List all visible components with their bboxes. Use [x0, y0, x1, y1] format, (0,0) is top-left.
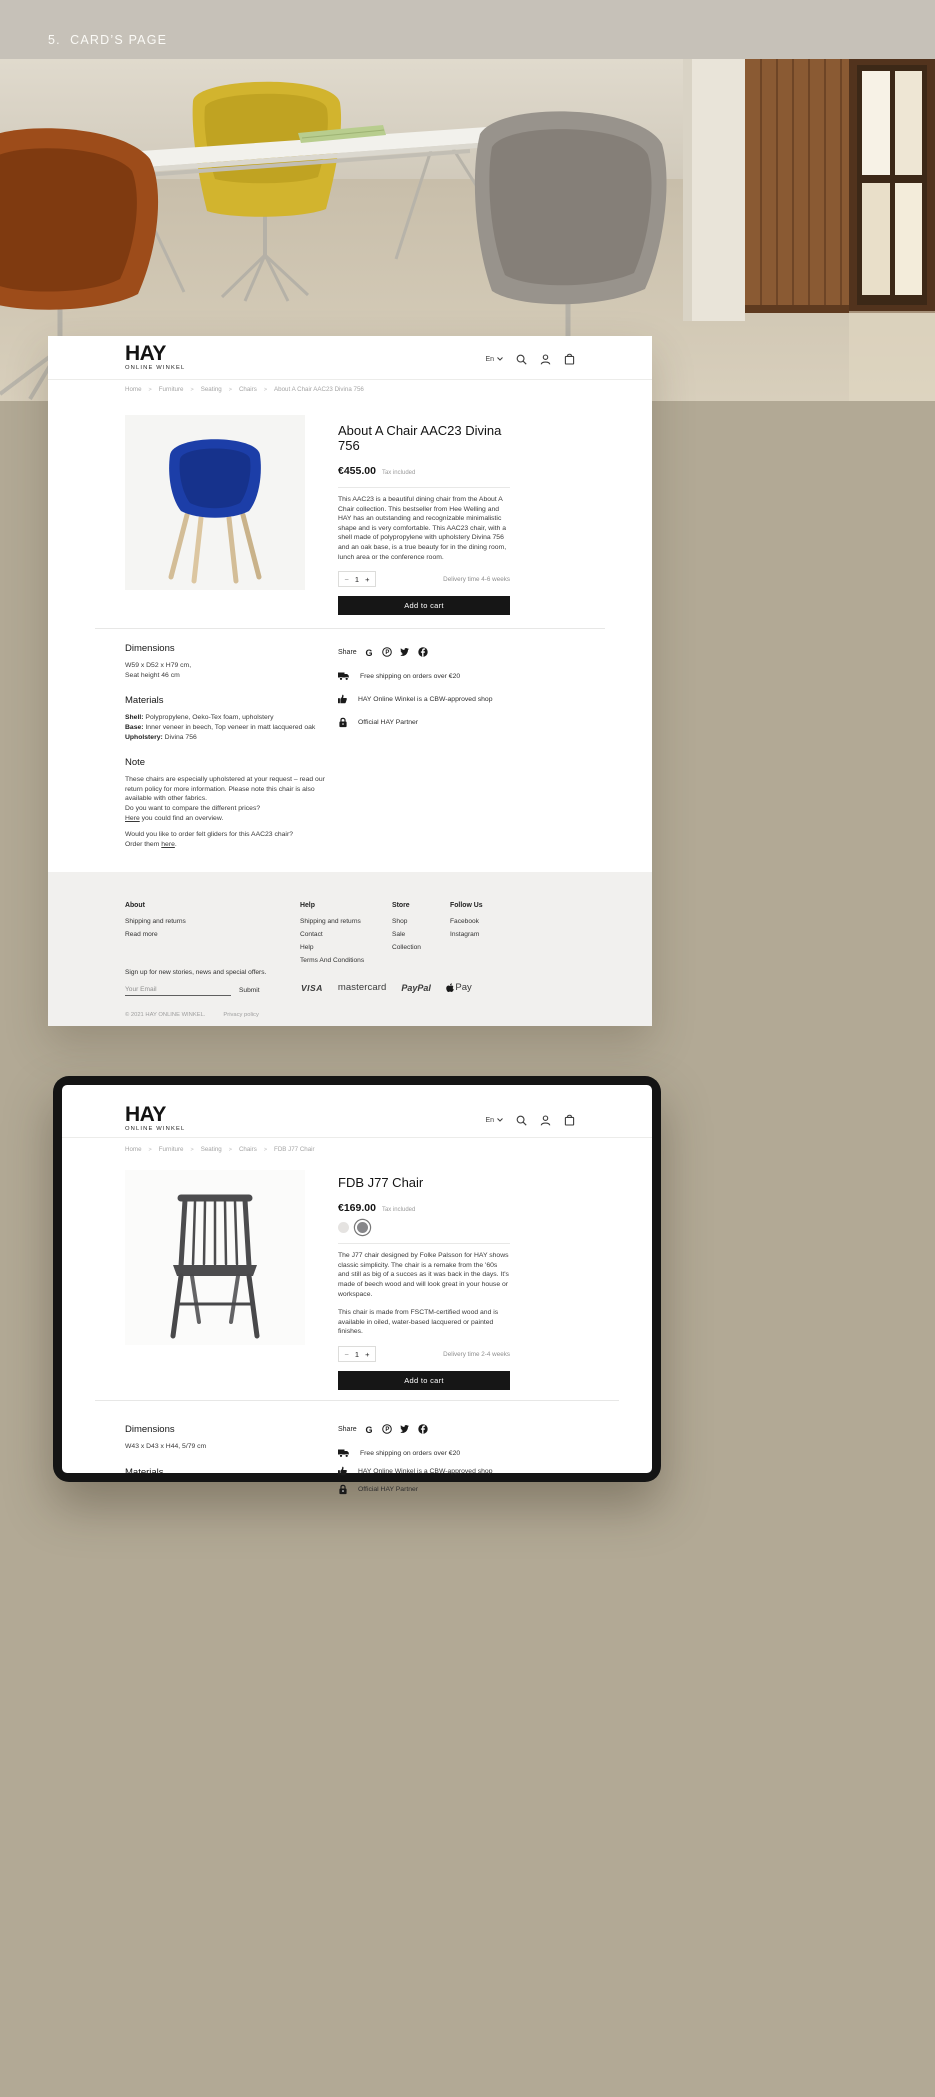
footer-link[interactable]: Collection	[392, 944, 421, 951]
details-right-column	[338, 1424, 568, 1503]
pinterest-share-icon[interactable]	[382, 647, 392, 657]
site-footer	[48, 872, 652, 1026]
truck-icon	[338, 1448, 350, 1458]
breadcrumb-separator-icon: >	[263, 386, 268, 393]
quantity-decrease-button[interactable]: −	[344, 1349, 349, 1359]
perk-free-shipping: Free shipping on orders over €20	[338, 671, 568, 681]
breadcrumb-item-seating[interactable]: Seating	[200, 1146, 222, 1153]
note-paragraph-1: These chairs are especially upholstered at your request – read our return policy for more information. Please note this chair is also available with other fabrics. Do you want to compare the different prices? Here you could find an overview.	[125, 776, 325, 822]
facebook-share-icon[interactable]	[418, 1424, 428, 1434]
copyright: © 2021 HAY ONLINE WINKEL.	[125, 1012, 206, 1018]
breadcrumb-separator-icon: >	[263, 1146, 268, 1153]
newsletter-text: Sign up for new stories, news and special offers.	[125, 969, 267, 976]
footer-column-about: About Shipping and returns Read more	[125, 902, 186, 938]
email-input[interactable]	[125, 984, 231, 996]
footer-link[interactable]: Shop	[392, 918, 408, 925]
footer-link[interactable]: Instagram	[450, 931, 480, 938]
product-price: €169.00	[338, 1201, 376, 1214]
language-selector[interactable]	[485, 1117, 503, 1124]
google-share-icon[interactable]	[365, 1425, 374, 1434]
logo-subtitle: ONLINE WINKEL	[125, 1125, 186, 1132]
product-card-aac23	[48, 336, 652, 1026]
quantity-value: 1	[354, 1349, 360, 1359]
breadcrumb-separator-icon: >	[190, 1146, 194, 1153]
quantity-increase-button[interactable]: +	[365, 574, 370, 584]
delivery-time: Delivery time 4-6 weeks	[443, 575, 510, 583]
product-card-j77	[62, 1085, 652, 1493]
twitter-share-icon[interactable]	[400, 1425, 410, 1434]
submit-button[interactable]: Submit	[239, 987, 260, 994]
perk-cbw-approved: HAY Online Winkel is a CBW-approved shop	[338, 1466, 568, 1476]
section-divider	[95, 1400, 619, 1401]
footer-link[interactable]: Read more	[125, 931, 158, 938]
breadcrumb-item-home[interactable]: Home	[125, 386, 142, 393]
product-image-j77	[125, 1170, 305, 1345]
logo-subtitle: ONLINE WINKEL	[125, 364, 186, 371]
breadcrumb-current: About A Chair AAC23 Divina 756	[274, 386, 364, 393]
perk-cbw-approved: HAY Online Winkel is a CBW-approved shop	[338, 694, 568, 704]
color-swatch-dark-selected[interactable]	[357, 1222, 368, 1233]
device-frame	[53, 1076, 661, 1493]
facebook-share-icon[interactable]	[418, 647, 428, 657]
buy-section	[338, 1176, 510, 1390]
dimensions-title: Dimensions	[125, 643, 175, 654]
legal-row	[125, 1012, 259, 1018]
blue-chair-illustration	[125, 415, 305, 590]
logo-text: HAY	[125, 1103, 166, 1126]
logo-text: HAY	[125, 342, 166, 365]
breadcrumb-separator-icon: >	[228, 1146, 232, 1153]
footer-column-help: Help Shipping and returns Contact Help Terms And Conditions	[300, 902, 365, 964]
chevron-down-icon	[497, 1118, 503, 1122]
footer-link[interactable]: Shipping and returns	[300, 918, 361, 925]
footer-column-store: Store Shop Sale Collection	[392, 902, 421, 951]
logo[interactable]	[125, 342, 186, 371]
divider	[338, 487, 510, 488]
breadcrumb-separator-icon: >	[148, 1146, 152, 1153]
visa-logo: VISA	[301, 982, 323, 993]
language-label: En	[485, 355, 494, 363]
quantity-increase-button[interactable]: +	[365, 1349, 370, 1359]
search-icon[interactable]	[516, 1115, 527, 1126]
share-label: Share	[338, 1425, 357, 1433]
product-title: FDB J77 Chair	[338, 1175, 424, 1190]
tax-note: Tax included	[381, 1206, 416, 1213]
top-strip	[0, 0, 935, 59]
pinterest-share-icon[interactable]	[382, 1424, 392, 1434]
payment-methods	[301, 982, 472, 993]
product-description-2: This chair is made from FSCTM-certified wood and is available in oiled, water-based lacquered or painted finishes.	[338, 1309, 499, 1336]
section-label: 5. CARD’S PAGE	[48, 33, 168, 47]
site-header	[48, 336, 652, 380]
details-right-column	[338, 647, 568, 741]
search-icon[interactable]	[516, 354, 527, 365]
svg-text:G: G	[365, 647, 373, 658]
note-paragraph-2: Would you like to order felt gliders for this AAC23 chair? Order them here.	[125, 831, 293, 849]
bag-icon[interactable]	[564, 1114, 575, 1126]
materials-title: Materials	[125, 695, 164, 707]
breadcrumb-separator-icon: >	[228, 386, 232, 393]
thumbs-up-icon	[338, 1466, 348, 1476]
price-row	[338, 1202, 510, 1214]
breadcrumb-item-furniture[interactable]: Furniture	[158, 1146, 184, 1153]
breadcrumb-item-seating[interactable]: Seating	[200, 386, 222, 393]
overview-link[interactable]: Here	[125, 814, 140, 822]
add-to-cart-button[interactable]: Add to cart	[338, 596, 510, 615]
logo[interactable]	[125, 1103, 186, 1132]
footer-link[interactable]: Sale	[392, 931, 406, 938]
footer-link[interactable]: Help	[300, 944, 314, 951]
add-to-cart-button[interactable]: Add to cart	[338, 1371, 510, 1390]
quantity-decrease-button[interactable]: −	[344, 574, 349, 584]
lock-icon	[338, 717, 348, 728]
product-title: About A Chair AAC23 Divina 756	[338, 423, 502, 453]
purchase-controls	[338, 1346, 510, 1362]
breadcrumb-item-home[interactable]: Home	[125, 1146, 142, 1153]
breadcrumb	[125, 1146, 315, 1153]
product-description: The J77 chair designed by Folke Palsson for HAY shows classic simplicity. The chair is a remake from the '60s and still as big of a succes as it was back in the days. It's made of beech wood and will look great in your house or workspace.	[338, 1251, 509, 1298]
section-divider	[95, 628, 605, 629]
share-label: Share	[338, 648, 357, 656]
user-icon[interactable]	[540, 1115, 551, 1126]
share-row	[338, 1424, 568, 1434]
bag-icon[interactable]	[564, 353, 575, 365]
dimensions-text: W59 x D52 x H79 cm, Seat height 46 cm	[125, 662, 192, 679]
apple-pay-logo: Pay	[446, 982, 472, 993]
svg-text:P: P	[385, 650, 390, 657]
perks-list	[338, 671, 568, 728]
purchase-controls	[338, 571, 510, 587]
breadcrumb	[125, 386, 364, 393]
footer-link[interactable]: Shipping and returns	[125, 918, 186, 925]
truck-icon	[338, 671, 350, 681]
user-icon[interactable]	[540, 354, 551, 365]
header-nav	[485, 353, 575, 365]
buy-section	[338, 424, 510, 615]
newsletter-form	[125, 984, 260, 996]
breadcrumb-separator-icon: >	[148, 386, 152, 393]
svg-text:P: P	[385, 1427, 390, 1434]
details-left-column	[125, 1424, 337, 1478]
lock-icon	[338, 1484, 348, 1495]
color-swatch-light[interactable]	[338, 1222, 349, 1233]
footer-link[interactable]: Facebook	[450, 918, 479, 925]
paypal-logo: PayPal	[401, 982, 431, 993]
perks-list	[338, 1448, 568, 1495]
breadcrumb-current: FDB J77 Chair	[274, 1146, 315, 1153]
tax-note: Tax included	[381, 469, 416, 476]
perk-official-partner: Official HAY Partner	[338, 717, 568, 728]
share-row	[338, 647, 568, 657]
product-image-aac23	[125, 415, 305, 590]
apple-icon	[446, 983, 454, 993]
site-header	[62, 1085, 652, 1138]
breadcrumb-item-furniture[interactable]: Furniture	[158, 386, 184, 393]
quantity-value: 1	[354, 574, 360, 584]
footer-link[interactable]: Terms And Conditions	[300, 957, 365, 964]
header-nav	[485, 1114, 575, 1126]
details-left-column	[125, 643, 337, 850]
materials-title: Materials	[125, 1466, 164, 1478]
google-share-icon[interactable]	[365, 648, 374, 657]
breadcrumb-item-chairs[interactable]: Chairs	[238, 386, 257, 393]
language-label: En	[485, 1116, 494, 1124]
felt-gliders-link[interactable]: here	[161, 841, 175, 849]
thumbs-up-icon	[338, 694, 348, 704]
language-selector[interactable]	[485, 356, 503, 363]
quantity-stepper[interactable]	[338, 1346, 376, 1362]
footer-link[interactable]: Contact	[300, 931, 323, 938]
dimensions-text: W43 x D43 x H44, 5/79 cm	[125, 1443, 207, 1450]
materials-text: Shell: Polypropylene, Oeko-Tex foam, upholstery Base: Inner veneer in beech, Top veneer in matt lacquered oak Upholstery: Divina 756	[125, 714, 316, 741]
chevron-down-icon	[497, 357, 503, 361]
twitter-share-icon[interactable]	[400, 648, 410, 657]
footer-column-follow-us: Follow Us Facebook Instagram	[450, 902, 483, 938]
privacy-policy-link[interactable]: Privacy policy	[223, 1012, 259, 1018]
perk-official-partner: Official HAY Partner	[338, 1484, 568, 1495]
svg-text:G: G	[365, 1424, 373, 1435]
product-price: €455.00	[338, 464, 376, 477]
delivery-time: Delivery time 2-4 weeks	[443, 1350, 510, 1358]
quantity-stepper[interactable]	[338, 571, 376, 587]
gray-chair-illustration	[125, 1170, 305, 1345]
breadcrumb-separator-icon: >	[190, 386, 194, 393]
note-title: Note	[125, 757, 146, 769]
perk-free-shipping: Free shipping on orders over €20	[338, 1448, 568, 1458]
mastercard-logo: mastercard	[337, 982, 387, 993]
product-description: This AAC23 is a beautiful dining chair from the About A Chair collection. This bestseller from Hee Welling and HAY has an outstanding and recognizable minimalistic shape and is very comfortable. This AAC23 chair, with a shell made of polypropylene with upholstery Divina 756 and an oak base, is a true beauty for in the dining room, lunch area or the conference room.	[338, 495, 507, 561]
divider	[338, 1243, 510, 1244]
price-row	[338, 465, 510, 477]
color-swatches	[338, 1222, 510, 1233]
dimensions-title: Dimensions	[125, 1424, 175, 1435]
breadcrumb-item-chairs[interactable]: Chairs	[238, 1146, 257, 1153]
